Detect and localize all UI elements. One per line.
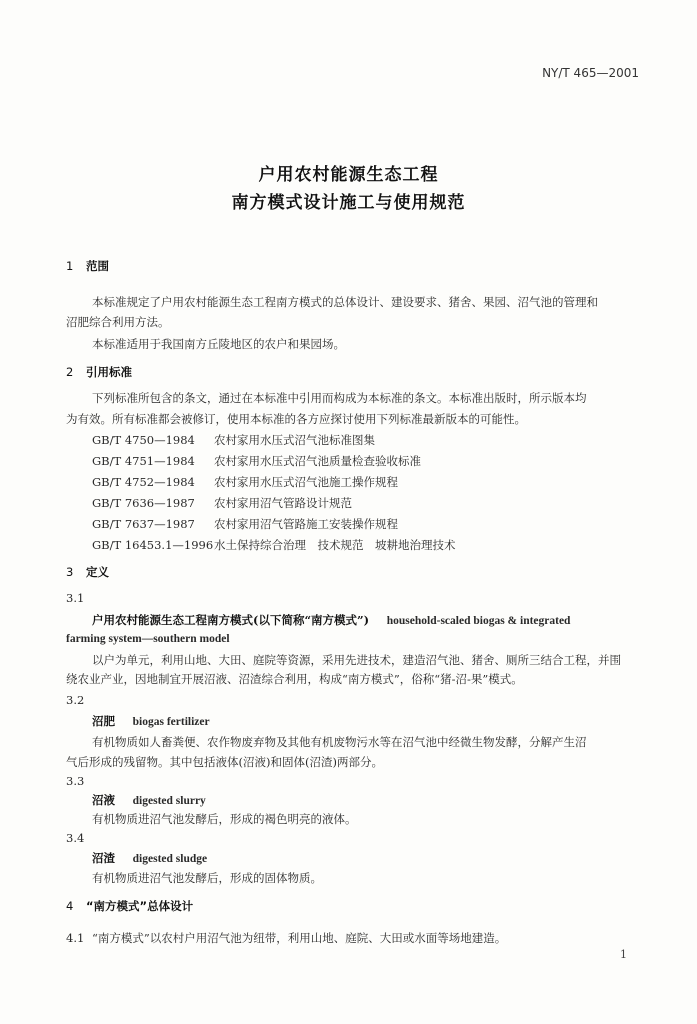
section-4-title: “南方模式”总体设计 (86, 899, 194, 913)
reference-code: GB/T 4752—1984 (92, 475, 195, 489)
reference-item (92, 516, 672, 532)
definition-3-2-term-line (92, 713, 672, 730)
definition-3-3-term-line (92, 792, 672, 809)
definition-3-4-number: 3.4 (66, 831, 85, 845)
section-2-heading (66, 364, 646, 380)
reference-title: 农村家用沼气管路设计规范 (214, 496, 352, 510)
document-title-line-1: 户用农村能源生态工程 (258, 165, 439, 185)
definition-3-4-term-line (92, 850, 672, 867)
section-4-heading (66, 898, 646, 914)
section-1-heading (66, 258, 646, 274)
definition-3-1-number: 3.1 (66, 591, 85, 605)
definition-english-term: digested slurry (132, 795, 206, 807)
section-4-number: 4 (66, 899, 74, 913)
definition-english-term: biogas fertilizer (132, 716, 210, 728)
section-3-heading (66, 564, 646, 580)
reference-title: 农村家用水压式沼气池标准图集 (214, 433, 375, 447)
section-3-number: 3 (66, 565, 74, 579)
reference-title: 农村家用沼气管路施工安装操作规程 (214, 517, 398, 531)
section-1-paragraph-1b: 沼肥综合利用方法。 (66, 315, 170, 329)
definition-3-2-description-a: 有机物质如人畜粪便、农作物废弃物及其他有机废物污水等在沼气池中经微生物发酵，分解产生沼 (92, 735, 587, 749)
reference-item (92, 537, 672, 553)
reference-code: GB/T 4751—1984 (92, 454, 195, 468)
definition-english-term: household-scaled biogas & integrated (386, 615, 571, 627)
section-1-number: 1 (66, 259, 74, 273)
section-2-number: 2 (66, 365, 74, 379)
clause-4-1 (66, 930, 646, 946)
reference-code: GB/T 7636—1987 (92, 496, 195, 510)
definition-3-3-number: 3.3 (66, 774, 85, 788)
definition-3-3-description: 有机物质进沼气池发酵后，形成的褐色明亮的液体。 (92, 812, 357, 826)
clause-4-1-number: 4.1 (66, 931, 85, 945)
definition-3-1-term-line (92, 612, 672, 629)
reference-title: 农村家用水压式沼气池施工操作规程 (214, 475, 398, 489)
definition-3-4-description: 有机物质进沼气池发酵后，形成的固体物质。 (92, 871, 322, 885)
section-2-title: 引用标准 (86, 365, 132, 379)
definition-3-2-number: 3.2 (66, 693, 85, 707)
definition-english-term: digested sludge (132, 853, 208, 865)
definition-3-1-description-a: 以户为单元，利用山地、大田、庭院等资源，采用先进技术，建造沼气池、猪舍、厕所三结合工程，并围 (92, 653, 621, 667)
reference-item (92, 432, 672, 448)
definition-term: 沼液 (92, 793, 115, 807)
reference-code: GB/T 4750—1984 (92, 433, 195, 447)
definition-3-2-description-b: 气后形成的残留物。其中包括液体(沼液)和固体(沼渣)两部分。 (66, 755, 383, 769)
standard-code: NY/T 465—2001 (542, 66, 639, 80)
section-1-paragraph-2: 本标准适用于我国南方丘陵地区的农户和果园场。 (92, 337, 345, 351)
section-2-paragraph-1b: 为有效。所有标准都会被修订，使用本标准的各方应探讨使用下列标准最新版本的可能性。 (66, 412, 526, 426)
reference-item (92, 474, 672, 490)
page-number: 1 (620, 948, 627, 961)
section-1-paragraph-1a: 本标准规定了户用农村能源生态工程南方模式的总体设计、建设要求、猪舍、果园、沼气池的管理和 (92, 295, 598, 309)
definition-3-1-description-b: 绕农业产业，因地制宜开展沼液、沼渣综合利用，构成“南方模式”，俗称“猪-沼-果”模式。 (66, 672, 523, 686)
section-2-paragraph-1a: 下列标准所包含的条文，通过在本标准中引用而构成为本标准的条文。本标准出版时，所示版本均 (92, 391, 587, 405)
reference-code: GB/T 16453.1—1996 (92, 538, 214, 552)
definition-term: 户用农村能源生态工程南方模式(以下简称“南方模式”) (92, 613, 370, 627)
reference-title: 农村家用水压式沼气池质量检查验收标准 (214, 454, 421, 468)
definition-english-term-continued: farming system—southern model (66, 633, 230, 645)
clause-4-1-text: “南方模式”以农村户用沼气池为纽带，利用山地、庭院、大田或水面等场地建造。 (92, 931, 507, 945)
reference-item (92, 495, 672, 511)
reference-code: GB/T 7637—1987 (92, 517, 195, 531)
reference-item (92, 453, 672, 469)
reference-title: 水土保持综合治理 技术规范 坡耕地治理技术 (214, 538, 456, 552)
section-1-title: 范围 (86, 259, 109, 273)
definition-term: 沼渣 (92, 851, 115, 865)
section-3-title: 定义 (86, 565, 109, 579)
definition-term: 沼肥 (92, 714, 115, 728)
document-title-line-2: 南方模式设计施工与使用规范 (231, 193, 466, 213)
